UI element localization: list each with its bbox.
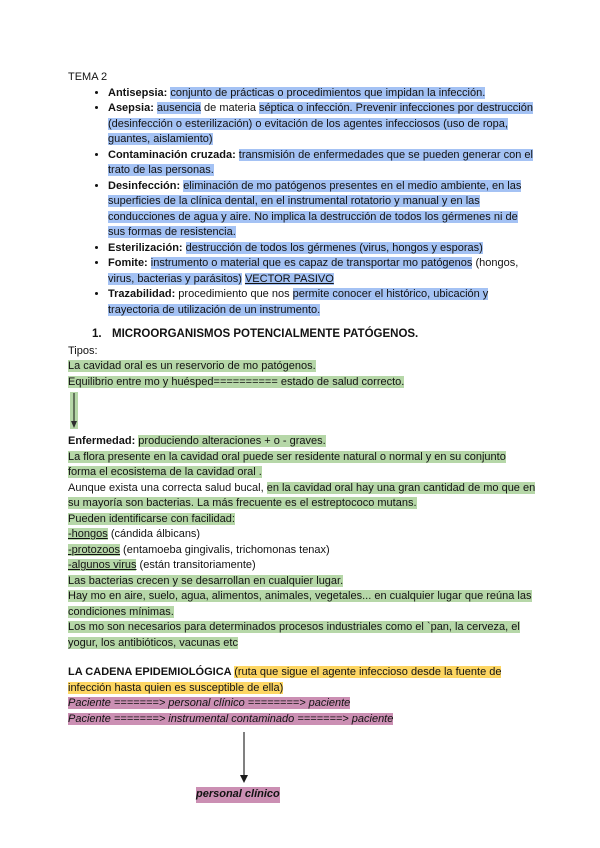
enfermedad-term: Enfermedad: — [68, 435, 139, 447]
list-item-hongos: -hongos (cándida álbicans) — [68, 528, 201, 540]
down-arrow-highlighted — [70, 392, 78, 429]
definition-item-fomite — [108, 256, 536, 287]
definition-text: ausencia — [156, 102, 201, 114]
definition-item-trazabilidad — [108, 287, 536, 318]
paragraph-identificar: Pueden identificarse con facilidad: — [68, 512, 235, 525]
paragraph-reservorio: La cavidad oral es un reservorio de mo patógenos. — [68, 360, 316, 372]
definition-item-desinfeccion — [108, 179, 536, 241]
definition-item-contaminacion — [108, 148, 536, 179]
cadena-title: LA CADENA EPIDEMIOLÓGICA — [68, 666, 235, 678]
down-arrow-icon — [238, 732, 250, 784]
definition-text-plain: procedimiento que nos — [178, 288, 293, 300]
definition-text-plain: (hongos, — [472, 257, 519, 269]
list-item-virus: -algunos virus (están transitoriamente) — [68, 559, 256, 571]
definition-text: destrucción de todos los gérmenes (virus, hongos y esporas) — [185, 241, 483, 254]
definition-text: permite conocer el histórico, ubicación y trayectoria de utilización de un instrumento. — [108, 288, 489, 316]
definition-text: transmisión de enfermedades que se pueden generar con el trato de las personas. — [108, 148, 533, 176]
definition-text: conjunto de prácticas o procedimientos que impidan la infección. — [170, 86, 486, 99]
node-line — [68, 787, 536, 803]
definition-text: séptica o infección. Prevenir infecciones por destrucción (desinfección o esterilización) o evitación de los agentes infecciosos (uso de ropa, guantes, aislamiento) — [108, 102, 533, 145]
paragraph-enfermedad: Enfermedad: produciendo alteraciones + o - graves. — [68, 435, 326, 447]
list-item-protozoos: -protozoos (entamoeba gingivalis, trichomonas tenax) — [68, 543, 330, 556]
paragraph-hay-mo: Hay mo en aire, suelo, agua, alimentos, animales, vegetales... en cualquier lugar que reúna las condiciones mínimas. — [68, 590, 532, 618]
section-title: MICROORGANISMOS POTENCIALMENTE PATÓGENOS. — [112, 328, 419, 340]
definition-item-asepsia — [108, 101, 536, 148]
definitions-list — [68, 86, 536, 319]
definition-text-plain: de materia — [200, 102, 260, 114]
flow-line-2: Paciente =======> instrumental contaminado =======> paciente — [68, 712, 394, 725]
definition-text: virus, bacterias y parásitos) — [108, 272, 242, 285]
section-heading — [92, 327, 536, 343]
term-esterilizacion: Esterilización: — [108, 241, 186, 254]
page-title: TEMA 2 — [68, 71, 108, 83]
cadena-heading — [68, 665, 536, 696]
term-asepsia: Asepsia: — [108, 102, 157, 114]
flow-line-1: Paciente =======> personal clínico ========> paciente — [68, 697, 351, 709]
term-trazabilidad: Trazabilidad: — [108, 288, 179, 300]
definition-item-antisepsia — [108, 86, 536, 102]
vector-pasivo-label: VECTOR PASIVO — [244, 272, 334, 285]
definition-text: eliminación de mo patógenos presentes en el medio ambiente, en las superficies de la clínica dental, en el instrumental rotatorio y manual y en las conducciones de agua y aire. No implica la destrucción de todos los gérmenes ni de sus formas de resistencia. — [108, 179, 522, 238]
definition-item-esterilizacion — [108, 241, 536, 257]
term-desinfeccion: Desinfección: — [108, 179, 184, 192]
paragraph-bacterias: Las bacterias crecen y se desarrollan en cualquier lugar. — [68, 574, 344, 587]
paragraph-salud-bucal: Aunque exista una correcta salud bucal, en la cavidad oral hay una gran cantidad de mo que en su mayoría son bacterias. La más frecuente es el estreptococo mutans. — [68, 481, 536, 509]
tipos-label: Tipos: — [68, 344, 98, 357]
term-contaminacion: Contaminación cruzada: — [108, 148, 239, 161]
term-fomite: Fomite: — [108, 257, 151, 269]
paragraph-industriales: Los mo son necesarios para determinados procesos industriales como el `pan, la cerveza, el yogur, los antibióticos, vacunas etc — [68, 621, 520, 649]
paragraph-flora: La flora presente en la cavidad oral puede ser residente natural o normal y en su conjunto forma el ecosistema de la cavidad oral . — [68, 450, 506, 478]
paragraph-equilibrio: Equilibrio entre mo y huésped========== estado de salud correcto. — [68, 375, 405, 388]
section-number: 1. — [92, 328, 102, 340]
cadena-subtitle: (ruta que sigue el agente infeccioso desde la fuente de infección hasta quien es susceptible de ella) — [68, 666, 502, 694]
term-antisepsia: Antisepsia: — [108, 86, 171, 99]
personal-clinico-node: personal clínico — [196, 787, 280, 803]
definition-text: instrumento o material que es capaz de transportar mo patógenos — [150, 257, 473, 269]
down-arrow-icon — [70, 392, 78, 429]
